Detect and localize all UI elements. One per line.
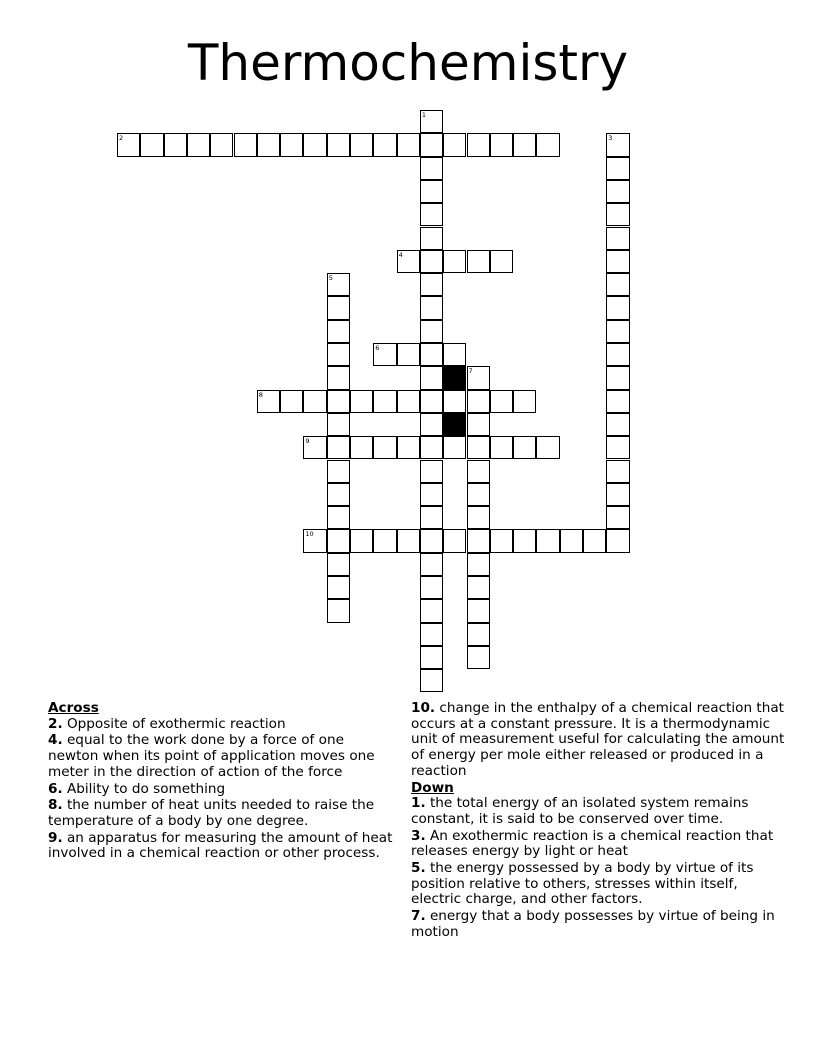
grid-cell[interactable] — [536, 133, 559, 156]
grid-cell[interactable] — [420, 623, 443, 646]
clue-number: 3 — [608, 134, 613, 143]
clue-number: 9 — [305, 437, 310, 446]
grid-cell[interactable] — [327, 483, 350, 506]
grid-cell[interactable] — [467, 390, 490, 413]
grid-cell[interactable] — [606, 390, 629, 413]
grid-cell[interactable] — [327, 320, 350, 343]
grid-cell[interactable] — [257, 133, 280, 156]
page-title: Thermochemistry — [187, 34, 629, 92]
grid-cell[interactable] — [397, 529, 420, 552]
grid-cell[interactable] — [327, 576, 350, 599]
grid-cell[interactable] — [443, 343, 466, 366]
grid-cell[interactable] — [467, 413, 490, 436]
grid-cell[interactable] — [490, 529, 513, 552]
clue-number: 7 — [468, 367, 473, 376]
grid-cell[interactable] — [420, 413, 443, 436]
grid-cell[interactable] — [420, 296, 443, 319]
grid-cell[interactable] — [420, 460, 443, 483]
grid-cell[interactable] — [420, 576, 443, 599]
clues-right-column — [411, 701, 786, 942]
grid-cell[interactable] — [303, 133, 326, 156]
grid-cell[interactable] — [606, 413, 629, 436]
grid-cell[interactable] — [327, 343, 350, 366]
grid-cell[interactable] — [303, 436, 326, 459]
grid-cell[interactable] — [606, 180, 629, 203]
grid-cell[interactable] — [606, 366, 629, 389]
grid-cell[interactable] — [467, 646, 490, 669]
clue-number-label: 2. — [48, 715, 63, 732]
grid-cell[interactable] — [606, 273, 629, 296]
grid-cell[interactable] — [606, 460, 629, 483]
grid-cell[interactable] — [606, 343, 629, 366]
grid-cell[interactable] — [513, 133, 536, 156]
grid-cell[interactable] — [327, 133, 350, 156]
clue-text: energy that a body possesses by virtue of being in motion — [411, 908, 775, 940]
down-clue-list — [411, 796, 786, 940]
grid-cell[interactable] — [420, 390, 443, 413]
across-clue — [48, 717, 398, 733]
grid-cell[interactable] — [606, 506, 629, 529]
grid-cell[interactable] — [536, 436, 559, 459]
grid-cell[interactable] — [373, 343, 396, 366]
clue-text: an apparatus for measuring the amount of heat involved in a chemical reaction or other process. — [48, 829, 393, 862]
clue-number-label: 3. — [411, 827, 426, 844]
clue-number-label: 9. — [48, 829, 63, 846]
grid-cell[interactable] — [397, 343, 420, 366]
black-square — [443, 413, 466, 436]
grid-cell[interactable] — [606, 227, 629, 250]
grid-cell[interactable] — [350, 390, 373, 413]
grid-cell[interactable] — [606, 157, 629, 180]
grid-cell[interactable] — [513, 390, 536, 413]
clue-number-label: 10. — [411, 700, 436, 716]
clue-number: 6 — [375, 344, 380, 352]
grid-cell[interactable] — [327, 366, 350, 389]
clue-text: change in the enthalpy of a chemical reaction that occurs at a constant pressure. It is a thermodynamic unit of measurement useful for calculating the amount of energy per mole either released or produced in a reaction — [411, 700, 785, 779]
grid-cell[interactable] — [327, 553, 350, 576]
grid-cell[interactable] — [327, 529, 350, 552]
grid-cell[interactable] — [467, 483, 490, 506]
grid-cell[interactable] — [606, 133, 629, 156]
across-clue — [48, 782, 398, 798]
grid-cell[interactable] — [467, 623, 490, 646]
grid-cell[interactable] — [420, 110, 443, 133]
grid-cell[interactable] — [327, 273, 350, 296]
grid-cell[interactable] — [327, 436, 350, 459]
across-clue — [48, 733, 398, 780]
clue-text: equal to the work done by a force of one newton when its point of application moves one meter in the direction of action of the force — [48, 732, 375, 780]
grid-cell[interactable] — [327, 506, 350, 529]
grid-cell[interactable] — [467, 250, 490, 273]
grid-cell[interactable] — [467, 529, 490, 552]
grid-cell[interactable] — [350, 436, 373, 459]
grid-cell[interactable] — [560, 529, 583, 552]
across-clue — [411, 701, 786, 780]
grid-cell[interactable] — [606, 320, 629, 343]
clue-number-label: 7. — [411, 908, 426, 925]
grid-cell[interactable] — [467, 599, 490, 622]
grid-cell[interactable] — [397, 250, 420, 273]
grid-cell[interactable] — [187, 133, 210, 156]
grid-cell[interactable] — [327, 599, 350, 622]
grid-cell[interactable] — [303, 390, 326, 413]
grid-cell[interactable] — [420, 436, 443, 459]
grid-cell[interactable] — [467, 460, 490, 483]
clue-text: the total energy of an isolated system remains constant, it is said to be conserved over time. — [411, 795, 749, 827]
grid-cell[interactable] — [420, 157, 443, 180]
grid-cell[interactable] — [467, 436, 490, 459]
clue-number: 1 — [421, 111, 427, 119]
grid-cell[interactable] — [606, 529, 629, 552]
grid-cell[interactable] — [420, 646, 443, 669]
grid-cell[interactable] — [420, 553, 443, 576]
across-clue — [48, 798, 398, 829]
grid-cell[interactable] — [397, 390, 420, 413]
grid-cell[interactable] — [420, 343, 443, 366]
grid-cell[interactable] — [373, 133, 396, 156]
grid-cell[interactable] — [490, 250, 513, 273]
grid-cell[interactable] — [420, 669, 443, 692]
grid-cell[interactable] — [397, 436, 420, 459]
clue-text: the energy possessed by a body by virtue of its position relative to others, stresses within itself, electric charge, and other factors. — [411, 860, 754, 908]
grid-cell[interactable] — [373, 390, 396, 413]
grid-cell[interactable] — [327, 296, 350, 319]
grid-cell[interactable] — [397, 133, 420, 156]
grid-cell[interactable] — [443, 436, 466, 459]
grid-cell[interactable] — [327, 460, 350, 483]
across-clue-list — [48, 717, 398, 862]
grid-cell[interactable] — [164, 133, 187, 156]
grid-cell[interactable] — [420, 529, 443, 552]
across-clue — [48, 831, 398, 862]
clue-number-label: 4. — [48, 732, 63, 749]
clue-number-label: 8. — [48, 797, 63, 814]
grid-cell[interactable] — [420, 250, 443, 273]
down-clue — [411, 861, 786, 908]
clue-number: 5 — [328, 274, 333, 283]
grid-cell[interactable] — [303, 529, 326, 552]
down-clue — [411, 796, 786, 827]
down-clue — [411, 909, 786, 940]
grid-cell[interactable] — [257, 390, 280, 413]
grid-cell[interactable] — [513, 436, 536, 459]
grid-cell[interactable] — [420, 506, 443, 529]
grid-cell[interactable] — [327, 390, 350, 413]
grid-cell[interactable] — [536, 529, 559, 552]
grid-cell[interactable] — [606, 250, 629, 273]
grid-cell[interactable] — [350, 529, 373, 552]
clue-text: Ability to do something — [62, 780, 226, 797]
grid-cell[interactable] — [420, 320, 443, 343]
grid-cell[interactable] — [583, 529, 606, 552]
grid-cell[interactable] — [606, 483, 629, 506]
clue-number-label: 6. — [48, 780, 63, 797]
clue-number: 2 — [119, 134, 124, 143]
grid-cell[interactable] — [420, 133, 443, 156]
grid-cell[interactable] — [373, 529, 396, 552]
grid-cell[interactable] — [420, 203, 443, 226]
grid-cell[interactable] — [467, 553, 490, 576]
grid-cell[interactable] — [443, 250, 466, 273]
grid-cell[interactable] — [420, 227, 443, 250]
down-heading: Down — [411, 779, 454, 796]
grid-cell[interactable] — [490, 390, 513, 413]
grid-cell[interactable] — [350, 133, 373, 156]
grid-cell[interactable] — [467, 133, 490, 156]
grid-cell[interactable] — [420, 366, 443, 389]
clue-text: Opposite of exothermic reaction — [62, 715, 286, 732]
clues-left-column — [48, 701, 398, 863]
grid-cell[interactable] — [280, 133, 303, 156]
clue-text: An exothermic reaction is a chemical reaction that releases energy by light or heat — [411, 827, 774, 860]
across-heading: Across — [48, 700, 99, 716]
grid-cell[interactable] — [443, 529, 466, 552]
grid-cell[interactable] — [420, 599, 443, 622]
grid-cell[interactable] — [373, 436, 396, 459]
grid-cell[interactable] — [117, 133, 140, 156]
grid-cell[interactable] — [513, 529, 536, 552]
grid-cell[interactable] — [280, 390, 303, 413]
grid-cell[interactable] — [420, 273, 443, 296]
grid-cell[interactable] — [443, 133, 466, 156]
grid-cell[interactable] — [467, 576, 490, 599]
grid-cell[interactable] — [606, 296, 629, 319]
grid-cell[interactable] — [443, 390, 466, 413]
black-square — [443, 366, 466, 389]
grid-cell[interactable] — [420, 180, 443, 203]
grid-cell[interactable] — [606, 436, 629, 459]
down-clue — [411, 829, 786, 860]
clue-number: 4 — [398, 250, 403, 259]
grid-cell[interactable] — [490, 436, 513, 459]
grid-cell[interactable] — [420, 483, 443, 506]
grid-cell[interactable] — [210, 133, 233, 156]
clue-text: the number of heat units needed to raise the temperature of a body by one degree. — [48, 797, 375, 829]
grid-cell[interactable] — [140, 133, 163, 156]
clue-number: 8 — [258, 390, 263, 399]
grid-cell[interactable] — [467, 506, 490, 529]
grid-cell[interactable] — [606, 203, 629, 226]
clue-number-label: 5. — [411, 860, 426, 877]
grid-cell[interactable] — [234, 133, 257, 156]
clue-number-label: 1. — [411, 795, 426, 812]
grid-cell[interactable] — [467, 366, 490, 389]
clue-number: 10 — [305, 530, 314, 539]
grid-cell[interactable] — [327, 413, 350, 436]
grid-cell[interactable] — [490, 133, 513, 156]
across-clue-list-continued — [411, 701, 786, 780]
